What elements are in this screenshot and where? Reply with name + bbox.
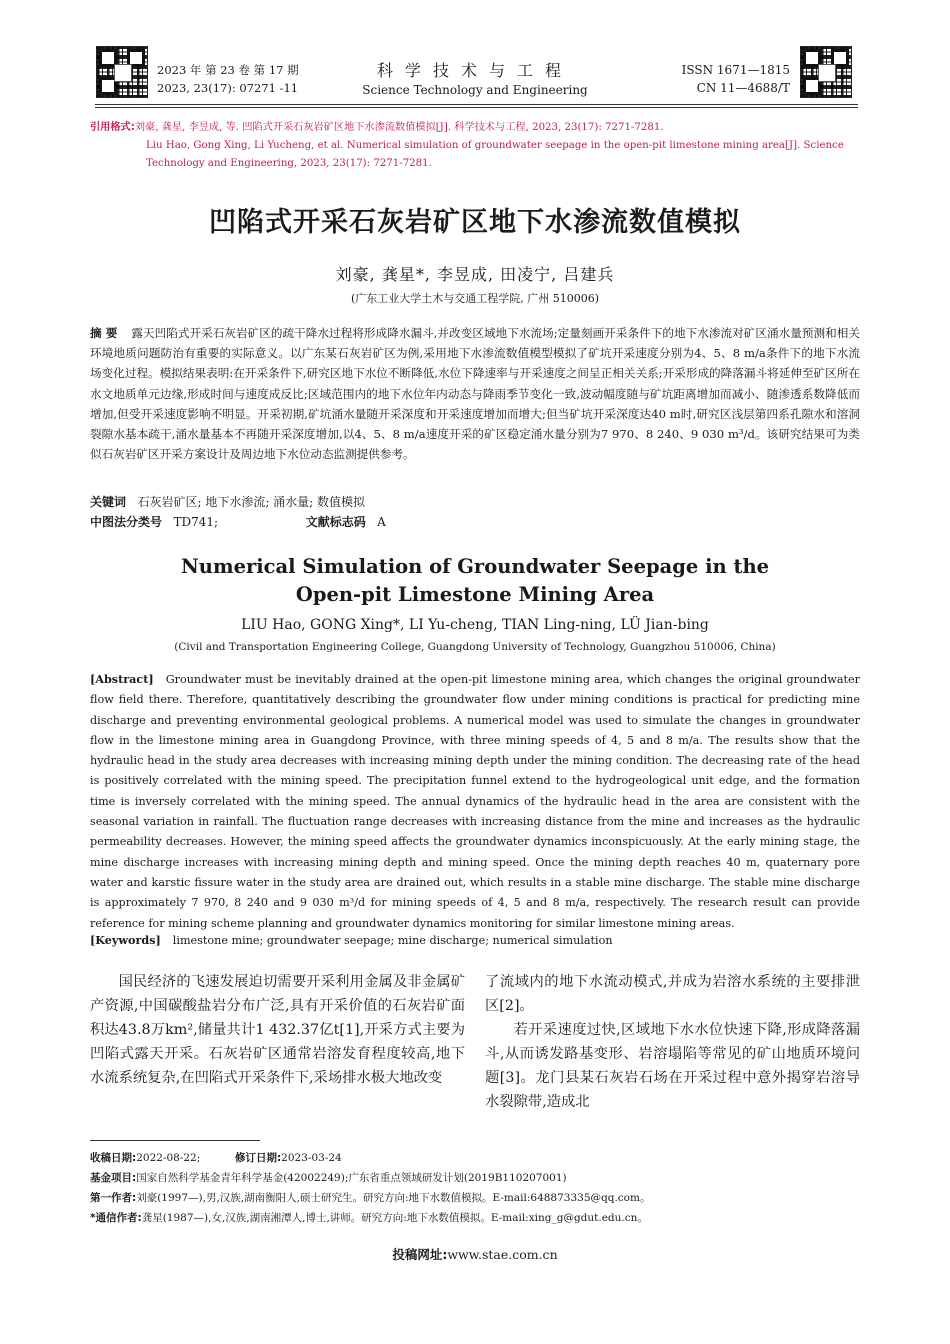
corresponding-author-info — [90, 1208, 870, 1228]
clc-label: 中图法分类号 — [90, 515, 163, 529]
first-author-label: 第一作者: — [90, 1192, 137, 1204]
abstract-en-label: [Abstract] — [90, 672, 154, 686]
clc-value: TD741; — [173, 515, 219, 529]
issue-info — [157, 61, 299, 97]
abstract-en — [90, 669, 860, 934]
journal-name-cn: 科学技术与工程 — [376, 61, 573, 80]
body-left-paragraph: 国民经济的飞速发展迫切需要开采利用金属及非金属矿产资源,中国碳酸盐岩分布广泛,具有开采价值的石灰岩矿面积达43.8万km²,储量共计1 432.37亿t[1],开采方式主要为凹陷式露天开采。石灰岩矿区通常岩溶发育程度较高,地下水流系统复杂,在凹陷式开采条件下,采场排水极大地改变 — [90, 974, 465, 1086]
fund-text: 国家自然科学基金青年科学基金(42002249);广东省重点领域研发计划(2019B110207001) — [136, 1172, 567, 1184]
fund-label: 基金项目: — [90, 1172, 137, 1184]
journal-name — [340, 58, 610, 97]
title-en-line1: Numerical Simulation of Groundwater Seepage in the — [180, 555, 770, 578]
abstract-cn — [90, 323, 860, 464]
cn-number: CN 11—4688/T — [696, 81, 790, 95]
citation-en: Liu Hao, Gong Xing, Li Yucheng, et al. Numerical simulation of groundwater seepage in the open-pit limestone mining area[J]. Science Technology and Engineering, 2023, 23(17): 7271-7281. — [146, 140, 844, 169]
revised-label: 修订日期: — [234, 1152, 282, 1164]
footnotes — [90, 1148, 870, 1228]
footnote-separator — [90, 1140, 260, 1141]
issue-line2: 2023, 23(17): 07271 -11 — [157, 81, 299, 95]
body-left-column — [90, 970, 465, 1090]
received-label: 收稿日期: — [90, 1152, 137, 1164]
body-right-paragraph-1: 了流域内的地下水流动模式,并成为岩溶水系统的主要排泄区[2]。 — [485, 974, 860, 1014]
abstract-cn-text: 露天凹陷式开采石灰岩矿区的疏干降水过程将形成降水漏斗,并改变区域地下水流场;定量刻画开采条件下的地下水渗流对矿区涌水量预测和相关环境地质问题防治有重要的实际意义。以广东某石灰岩矿区为例,采用地下水渗流数值模型模拟了矿坑开采速度分别为4、5、8 m/a条件下的地下水流场变化过程。模拟结果表明:在开采条件下,研究区地下水位不断降低,水位下降速率与开采速度之间呈正相关关系;开采形成的降落漏斗将延伸至矿区所在水文地质单元边缘,形成时间与速度成反比;区域范围内的地下水位年内动态与降雨季节变化一致,波动幅度随与矿坑距离增加而减小、随渗透系数降低而增加,但受开采速度影响不明显。开采初期,矿坑涌水量随开采深度和开采速度增加而增大;但当矿坑开采深度达40 m时,研究区浅层第四系孔隙水和溶洞裂隙水基本疏干,涌水量基本不再随开采深度增加,以4、5、8 m/a速度开采的矿区稳定涌水量分别为7 970、8 240、9 030 m³/d。该研究结果可为类似石灰岩矿区开采方案设计及周边地下水位动态监测提供参考。 — [90, 326, 860, 462]
keywords-en-text: limestone mine; groundwater seepage; mine discharge; numerical simulation — [172, 934, 613, 947]
authors-cn: 刘豪, 龚星*, 李昱成, 田凌宁, 吕建兵 — [335, 265, 615, 284]
header-rule-top — [95, 104, 858, 105]
title-en-line2: Open-pit Limestone Mining Area — [295, 583, 655, 606]
citation-cn: 刘豪, 龚星, 李昱成, 等. 凹陷式开采石灰岩矿区地下水渗流数值模拟[J]. 科学技术与工程, 2023, 23(17): 7271-7281. — [134, 122, 664, 133]
received-date: 2022-08-22; — [136, 1152, 201, 1164]
first-author-text: 刘豪(1997—),男,汉族,湖南衡阳人,硕士研究生。研究方向:地下水数值模拟。E-mail:648873335@qq.com。 — [136, 1192, 651, 1204]
doc-code-label: 文献标志码 — [305, 515, 366, 529]
authors-en: LIU Hao, GONG Xing*, LI Yu-cheng, TIAN Ling-ning, LÜ Jian-bing — [241, 617, 709, 633]
abstract-en-text: Groundwater must be inevitably drained at the open-pit limestone mining area, which changes the original groundwater flow field there. Therefore, quantitatively describing the groundwater flow under mining conditions is practical for predicting mine discharge and preventing environmental geological problems. A numerical model was used to simulate the changes in groundwater flow in the limestone mining area in Guangdong Province, with three mining speeds of 4, 5 and 8 m/a. The results show that the hydraulic head in the study area decreases with increasing mining depth under the mining condition. The decreasing rate of the head is positively correlated with the mining speed. The precipitation funnel extend to the hydrogeological unit edge, and the formation time is inversely correlated with the mining speed. The annual dynamics of the hydraulic head in the area are consistent with the seasonal variation in rainfall. The fluctuation range decreases with increasing distance from the mine and increases as the hydraulic permeability decreases. However, the mining speed affects the groundwater dynamics inconspicuously. At the early mining stage, the mine discharge increases with increasing mining depth and mining speed. Once the mining depth reaches 40 m, quaternary pore water and karstic fissure water in the study area are drained out, which results in a stable mine discharge. The stable mine discharge is approximately 7 970, 8 240 and 9 030 m³/d for mining speeds of 4, 5 and 8 m/a, respectively. The research result can provide reference for mining scheme planning and groundwater dynamics monitoring for similar limestone mining areas. — [90, 673, 860, 930]
website-label: 投稿网址: — [392, 1247, 448, 1262]
doc-code-value: A — [377, 515, 386, 529]
keywords-cn — [90, 493, 365, 510]
body-right-paragraph-2: 若开采速度过快,区域地下水水位快速下降,形成降落漏斗,从而诱发路基变形、岩溶塌陷等常见的矿山地质环境问题[3]。龙门县某石灰岩石场在开采过程中意外揭穿岩溶导水裂隙带,造成北 — [485, 1022, 860, 1110]
body-right-column — [485, 970, 860, 1114]
keywords-en-label: [Keywords] — [90, 933, 161, 947]
keywords-en — [90, 933, 613, 947]
affiliation-cn: (广东工业大学土木与交通工程学院, 广州 510006) — [350, 292, 600, 305]
corresponding-author-text: 龚星(1987—),女,汉族,湖南湘潭人,博士,讲师。研究方向:地下水数值模拟。E-mail:xing_g@gdut.edu.cn。 — [141, 1212, 648, 1224]
journal-name-en: Science Technology and Engineering — [362, 83, 588, 97]
issn-block — [640, 61, 790, 97]
issn: ISSN 1671—1815 — [681, 63, 790, 77]
submission-website — [0, 1245, 950, 1263]
classification — [90, 513, 386, 530]
affiliation-en: (Civil and Transportation Engineering College, Guangdong University of Technology, Guangzhou 510006, China) — [174, 641, 776, 653]
qr-code-right — [800, 46, 852, 98]
keywords-cn-label: 关键词 — [90, 495, 127, 509]
qr-code-left — [96, 46, 148, 98]
first-author-info — [90, 1188, 870, 1208]
header-rule-bottom — [95, 107, 858, 108]
received-dates — [90, 1148, 870, 1168]
title-en — [0, 553, 950, 609]
keywords-cn-text: 石灰岩矿区; 地下水渗流; 涌水量; 数值模拟 — [137, 495, 366, 509]
corresponding-author-label: *通信作者: — [90, 1212, 142, 1224]
title-cn: 凹陷式开采石灰岩矿区地下水渗流数值模拟 — [209, 207, 741, 238]
fund-info — [90, 1168, 870, 1188]
revised-date: 2023-03-24 — [281, 1152, 342, 1164]
citation-block — [90, 119, 860, 173]
citation-label: 引用格式: — [90, 122, 135, 133]
website-url[interactable]: www.stae.com.cn — [447, 1247, 558, 1262]
abstract-cn-label: 摘 要 — [90, 326, 118, 340]
issue-line1: 2023 年 第 23 卷 第 17 期 — [157, 63, 299, 77]
